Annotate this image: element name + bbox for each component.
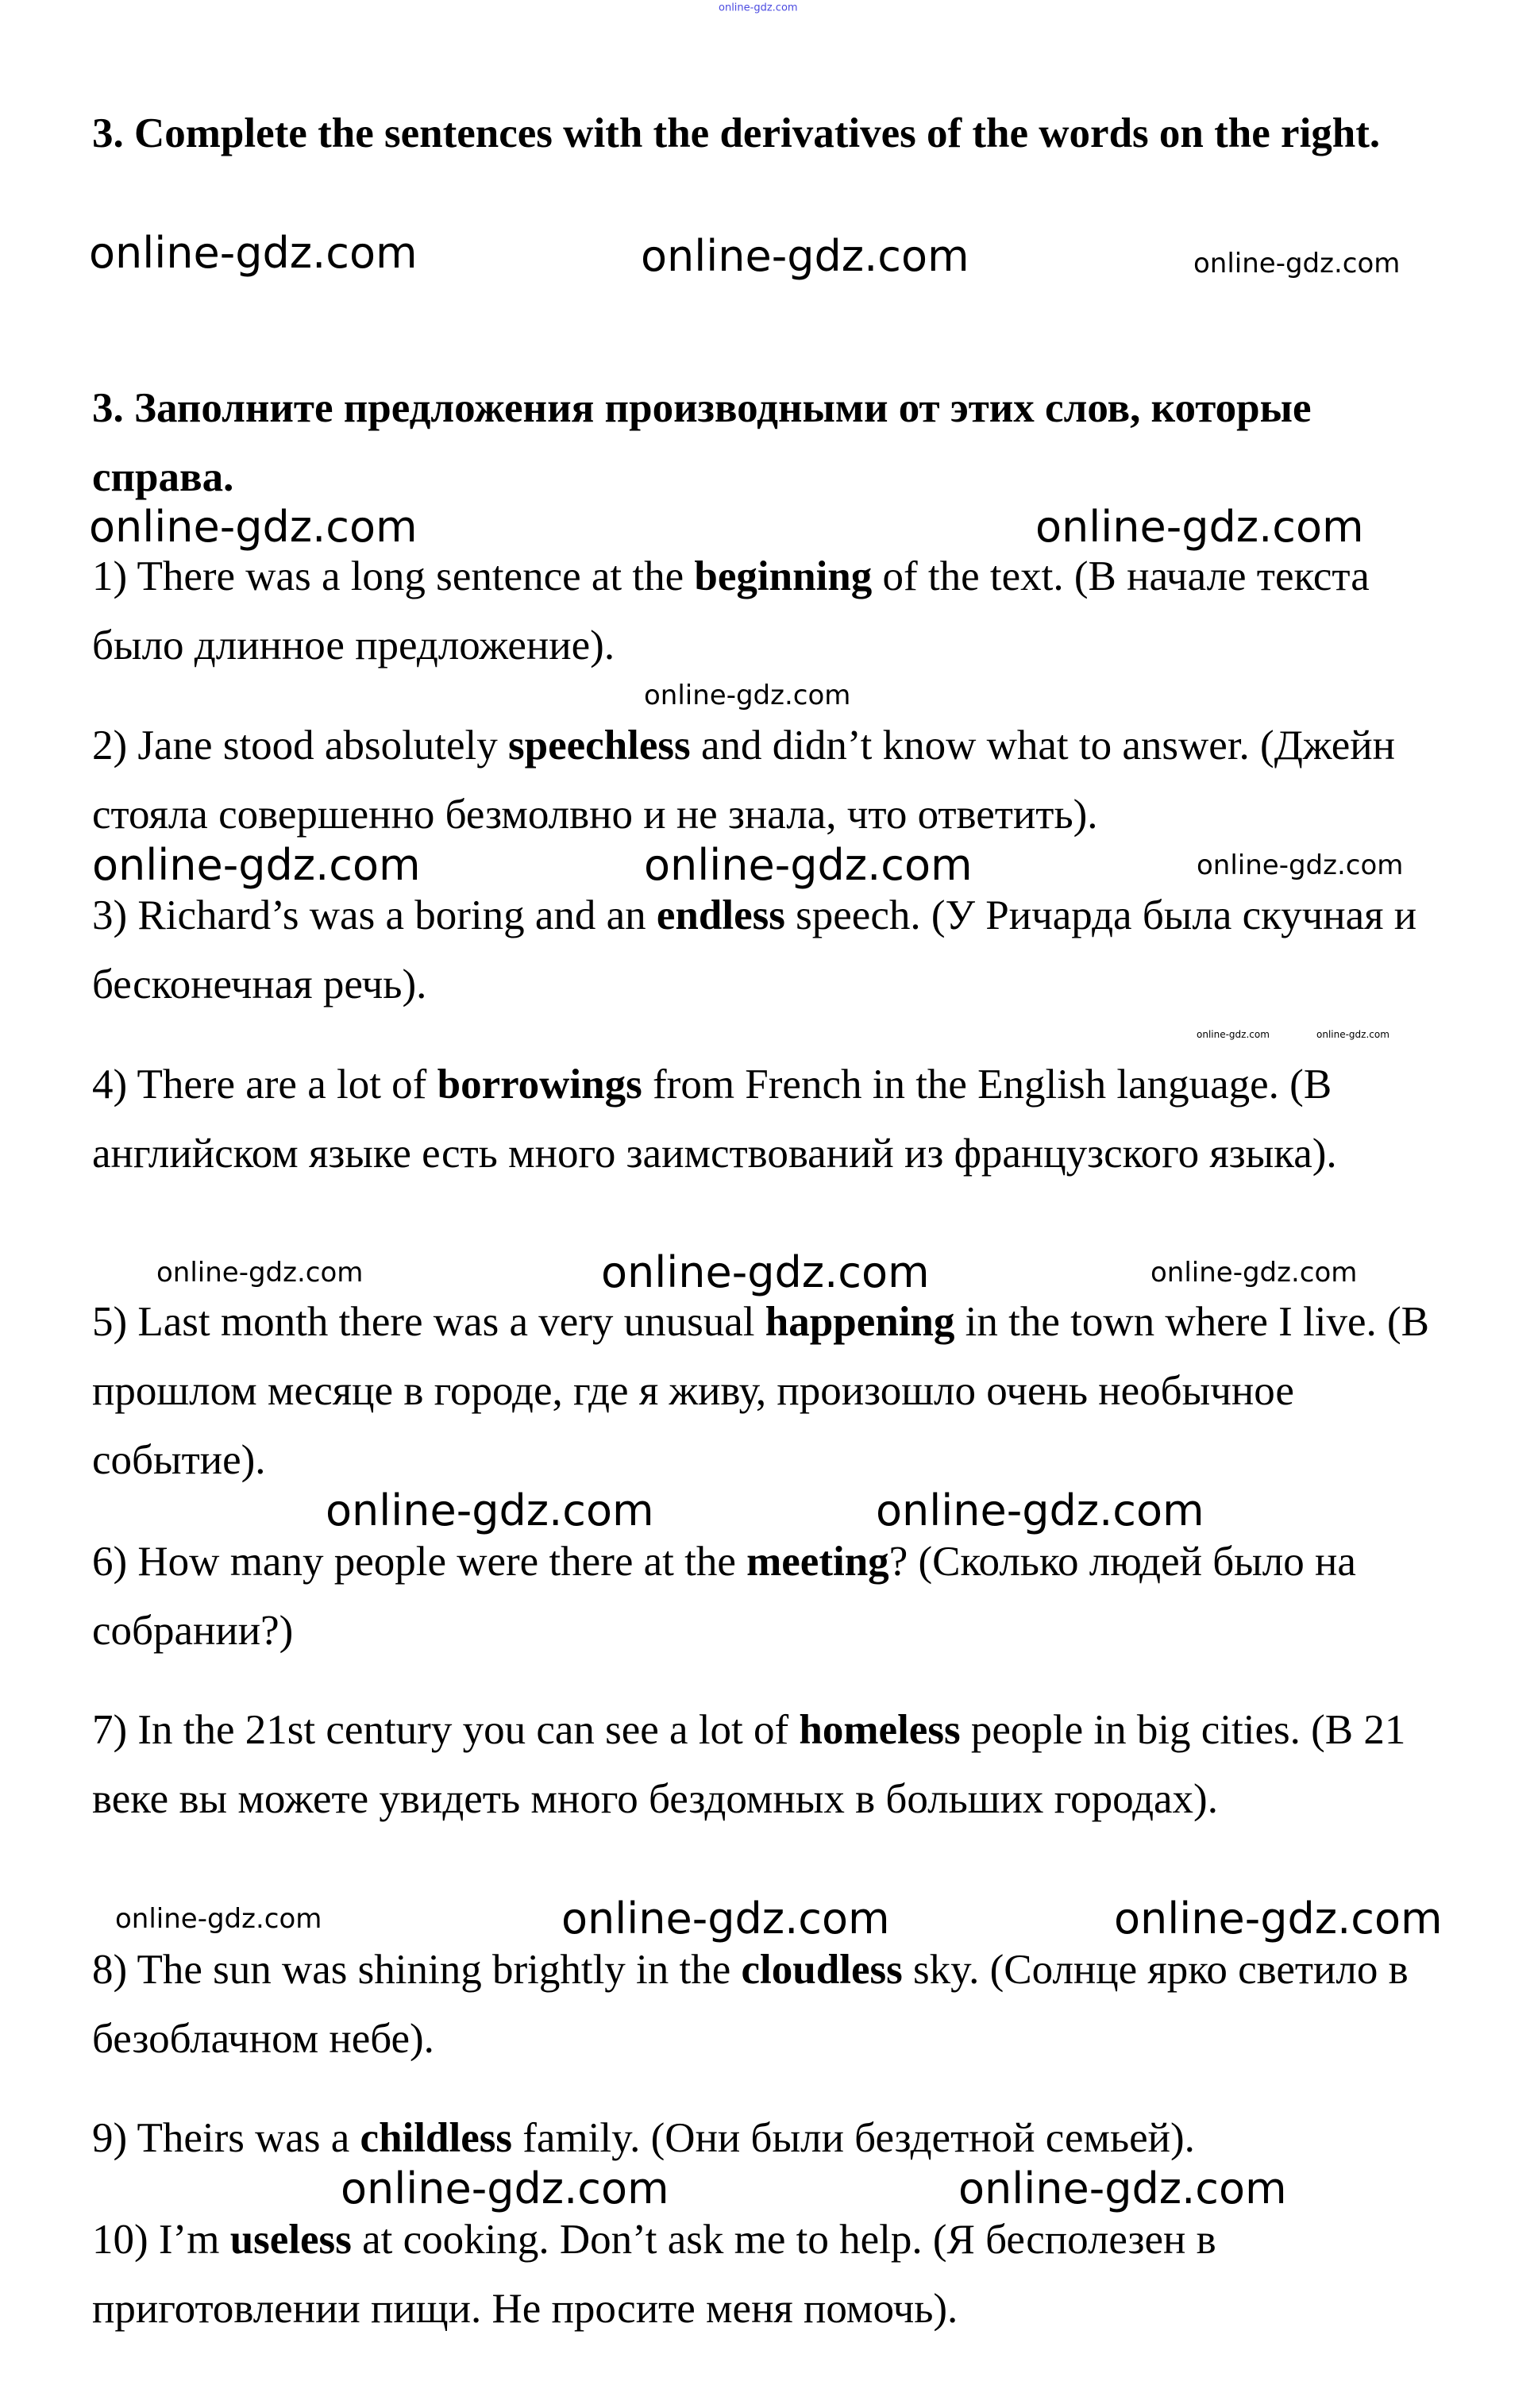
watermark: online-gdz.com (644, 840, 973, 890)
watermark: online-gdz.com (719, 2, 798, 14)
text: 4) There are a lot of (92, 1061, 437, 1108)
answer-item-5 (92, 1288, 1458, 1495)
watermark: online-gdz.com (341, 2163, 669, 2213)
text: family. (Они были бездетной семьей). (511, 2115, 1195, 2161)
text: 2) Jane stood absolutely (92, 722, 509, 769)
watermark: online-gdz.com (641, 231, 969, 281)
watermark: online-gdz.com (644, 680, 851, 711)
answer-item-4 (92, 1050, 1458, 1189)
text: 7) In the 21st century you can see a lot of (92, 1707, 800, 1753)
watermark: online-gdz.com (89, 502, 418, 552)
text: 6) How many people were there at the (92, 1539, 747, 1585)
answer-word: beginning (694, 553, 873, 599)
watermark: online-gdz.com (1035, 502, 1364, 552)
answer-word: meeting (746, 1539, 889, 1585)
answer-word: cloudless (741, 1947, 903, 1993)
answer-item-1 (92, 542, 1458, 680)
watermark: online-gdz.com (601, 1247, 930, 1297)
answer-item-2 (92, 711, 1458, 850)
watermark: online-gdz.com (1197, 850, 1404, 881)
answer-word: useless (229, 2217, 352, 2263)
text: sky. (Солнце ярко светило в безоблачном небе). (92, 1947, 1409, 2062)
text: 8) The sun was shining brightly in the (92, 1947, 742, 1993)
exercise-heading-russian: 3. Заполните предложения производными от этих слов, которые справа. (92, 385, 1312, 500)
watermark: online-gdz.com (92, 840, 421, 890)
watermark: online-gdz.com (156, 1257, 364, 1289)
answer-word: borrowings (437, 1061, 642, 1108)
watermark: online-gdz.com (326, 1485, 654, 1535)
answer-word: homeless (799, 1707, 961, 1753)
text: in the town where I live. (В прошлом месяце в городе, где я живу, произошло очень необычное событие). (92, 1299, 1429, 1483)
watermark: online-gdz.com (1114, 1894, 1443, 1944)
text: from French in the English language. (В английском языке есть много заимствований из французского языка). (92, 1061, 1337, 1177)
watermark: online-gdz.com (1316, 1029, 1389, 1040)
answer-item-3 (92, 881, 1458, 1019)
answer-word: endless (656, 892, 785, 938)
text: at cooking. Don’t ask me to help. (Я бесполезен в приготовлении пищи. Не просите меня помочь). (92, 2217, 1216, 2332)
text: and didn’t know what to answer. (Джейн стояла совершенно безмолвно и не знала, что ответить). (92, 722, 1396, 838)
answer-item-7 (92, 1696, 1458, 1834)
exercise-heading-english: 3. Complete the sentences with the derivatives of the words on the right. (92, 110, 1381, 156)
answer-item-9 (92, 2104, 1458, 2173)
watermark: online-gdz.com (1193, 248, 1401, 279)
text: speech. (У Ричарда была скучная и бесконечная речь). (92, 892, 1417, 1008)
text: 9) Theirs was a (92, 2115, 360, 2161)
text: of the text. (В начале текста было длинное предложение). (92, 553, 1370, 668)
watermark: online-gdz.com (876, 1485, 1204, 1535)
answer-word: speechless (508, 722, 691, 769)
text: 3) Richard’s was a boring and an (92, 892, 657, 938)
watermark: online-gdz.com (1197, 1029, 1270, 1040)
watermark: online-gdz.com (1150, 1257, 1358, 1289)
answer-item-6 (92, 1528, 1458, 1666)
watermark: online-gdz.com (89, 228, 418, 278)
text: 10) I’m (92, 2217, 230, 2263)
answer-item-8 (92, 1936, 1458, 2074)
text: 1) There was a long sentence at the (92, 553, 695, 599)
text: people in big cities. (В 21 веке вы можете увидеть много бездомных в больших городах). (92, 1707, 1406, 1822)
watermark: online-gdz.com (561, 1894, 890, 1944)
answer-item-10 (92, 2206, 1458, 2344)
watermark: online-gdz.com (115, 1903, 322, 1935)
answer-word: happening (765, 1299, 955, 1345)
watermark: online-gdz.com (958, 2163, 1287, 2213)
text: ? (Сколько людей было на собрании?) (92, 1539, 1356, 1654)
text: 5) Last month there was a very unusual (92, 1299, 765, 1345)
answer-word: childless (360, 2115, 512, 2161)
